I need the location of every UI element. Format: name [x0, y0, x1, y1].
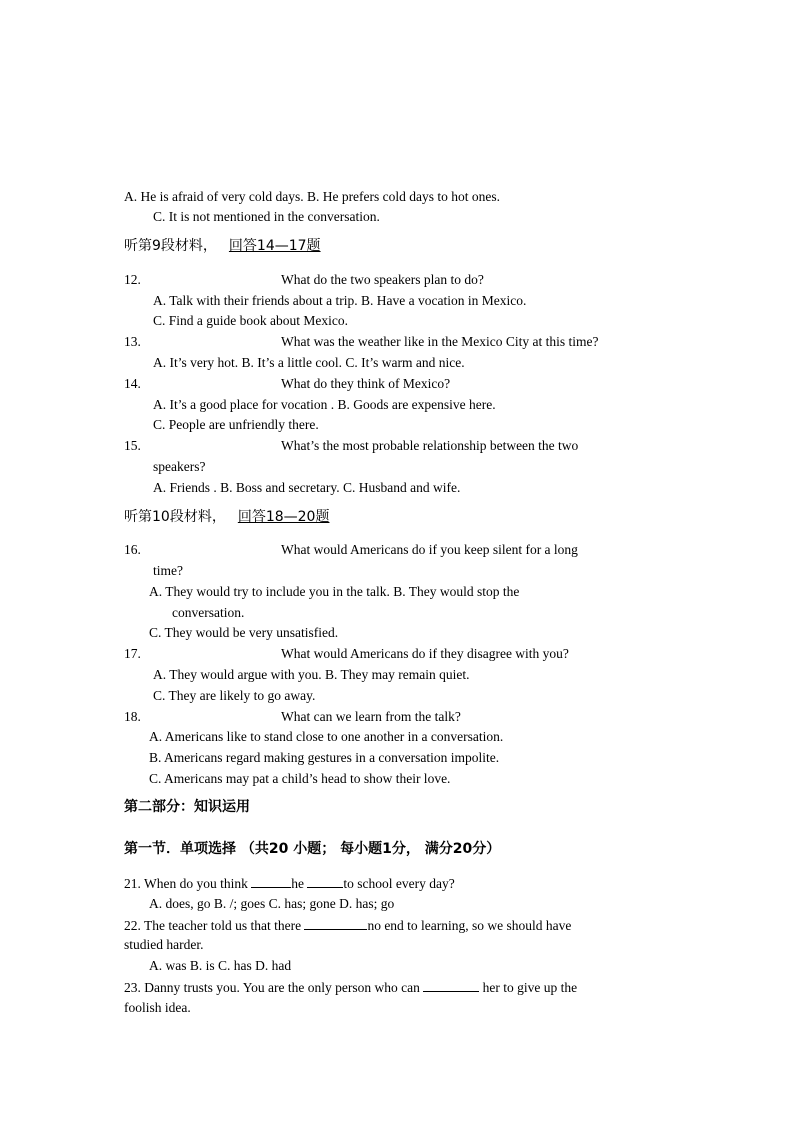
question-text: What can we learn from the talk? — [281, 709, 461, 724]
q14-option-ab: A. It’s a good place for vocation . B. Goods are expensive here. — [153, 397, 496, 412]
q22-stem-start: 22. The teacher told us that there — [124, 918, 305, 933]
q14-option-c: C. People are unfriendly there. — [153, 417, 319, 432]
q22-stem-continued: studied harder. — [124, 937, 204, 952]
q21-options: A. does, go B. /; goes C. has; gone D. has; go — [149, 896, 395, 911]
question-number: 18. — [124, 709, 141, 724]
q18-option-c: C. Americans may pat a child’s head to show their love. — [149, 771, 451, 786]
question-text: What do they think of Mexico? — [281, 376, 451, 391]
question-21 — [124, 875, 455, 892]
q23-stem-start: 23. Danny trusts you. You are the only person who can — [124, 980, 424, 995]
q16-option-b-continued: conversation. — [172, 605, 245, 620]
q21-blank-2 — [307, 875, 343, 888]
q12-option-ab: A. Talk with their friends about a trip. B. Have a vocation in Mexico. — [153, 293, 527, 308]
question-number: 13. — [124, 334, 141, 349]
question-text: What was the weather like in the Mexico City at this time? — [281, 334, 599, 349]
q12-option-c: C. Find a guide book about Mexico. — [153, 313, 348, 328]
q16-option-ab: A. They would try to include you in the talk. B. They would stop the — [149, 584, 520, 599]
section10-heading — [124, 508, 329, 526]
question-number: 16. — [124, 542, 141, 557]
section9-prefix: 听第9段材料， — [124, 238, 217, 254]
q18-option-a: A. Americans like to stand close to one another in a conversation. — [149, 729, 504, 744]
q17-option-ab: A. They would argue with you. B. They may remain quiet. — [153, 667, 470, 682]
question-number: 15. — [124, 438, 141, 453]
question-number: 12. — [124, 272, 141, 287]
q16-text-continued: time? — [153, 563, 183, 578]
q17-option-c: C. They are likely to go away. — [153, 688, 316, 703]
section1-title: 第一节．单项选择 （共20 小题； 每小题1分， 满分20分） — [124, 841, 501, 857]
q23-stem-continued: foolish idea. — [124, 1000, 191, 1015]
q15-text-continued: speakers? — [153, 459, 206, 474]
q21-stem-end: to school every day? — [343, 876, 455, 891]
section9-heading — [124, 237, 321, 255]
part2-title: 第二部分：知识运用 — [124, 799, 250, 815]
q15-options: A. Friends . B. Boss and secretary. C. Husband and wife. — [153, 480, 461, 495]
q11-option-c: C. It is not mentioned in the conversation. — [153, 209, 380, 224]
question-text: What’s the most probable relationship between the two — [281, 438, 579, 453]
q23-blank — [423, 979, 479, 992]
q22-stem-end: no end to learning, so we should have — [367, 918, 572, 933]
q21-stem-mid: he — [291, 876, 308, 891]
question-22 — [124, 917, 571, 934]
section9-suffix: 回答14—17题 — [228, 238, 321, 254]
q22-blank — [304, 917, 367, 930]
q18-option-b: B. Americans regard making gestures in a conversation impolite. — [149, 750, 500, 765]
question-text: What do the two speakers plan to do? — [281, 272, 484, 287]
q21-blank-1 — [251, 875, 291, 888]
section10-suffix: 回答18—20题 — [237, 509, 330, 525]
q13-options: A. It’s very hot. B. It’s a little cool. C. It’s warm and nice. — [153, 355, 465, 370]
question-text: What would Americans do if you keep silent for a long — [281, 542, 578, 557]
section10-prefix: 听第10段材料， — [124, 509, 226, 525]
q22-options: A. was B. is C. has D. had — [149, 958, 292, 973]
question-number: 14. — [124, 376, 141, 391]
q16-option-c: C. They would be very unsatisfied. — [149, 625, 339, 640]
question-text: What would Americans do if they disagree with you? — [281, 646, 569, 661]
question-23 — [124, 979, 577, 996]
q21-stem-start: 21. When do you think — [124, 876, 252, 891]
q23-stem-end: her to give up the — [479, 980, 578, 995]
q11-options-line1: A. He is afraid of very cold days. B. He prefers cold days to hot ones. — [124, 189, 501, 204]
question-number: 17. — [124, 646, 141, 661]
